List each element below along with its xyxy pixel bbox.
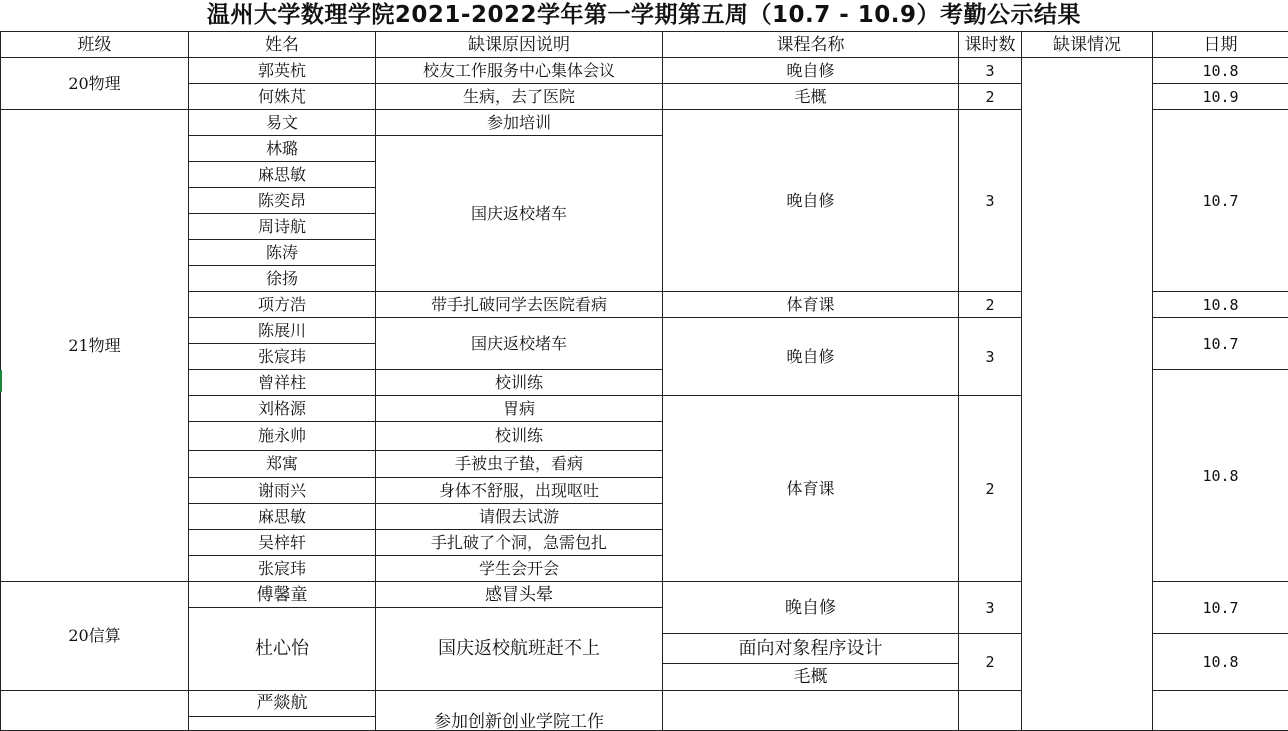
header-class[interactable]: 班级 [1,32,189,58]
reason-cell[interactable]: 校训练 [376,422,663,451]
name-cell[interactable]: 陈展川 [189,318,376,344]
date-cell[interactable]: 10.7 [1153,318,1288,370]
reason-cell[interactable]: 手被虫子蛰，看病 [376,451,663,478]
reason-cell[interactable]: 校友工作服务中心集体会议 [376,58,663,84]
row-marker [0,370,2,392]
name-cell[interactable]: 林璐 [189,136,376,162]
header-course[interactable]: 课程名称 [663,32,959,58]
name-cell[interactable]: 项方浩 [189,292,376,318]
name-cell[interactable]: 陈涛 [189,240,376,266]
date-cell[interactable]: 10.7 [1153,110,1288,292]
name-cell[interactable]: 杜心怡 [189,608,376,691]
name-cell[interactable]: 何姝芃 [189,84,376,110]
class-cell[interactable]: 20信算 [1,582,189,691]
date-cell[interactable]: 10.8 [1153,58,1288,84]
reason-cell[interactable]: 感冒头晕 [376,582,663,608]
course-cell[interactable]: 晚自修 [663,110,959,292]
reason-cell[interactable]: 手扎破了个洞，急需包扎 [376,530,663,556]
hours-cell[interactable]: 3 [959,110,1022,292]
header-status[interactable]: 缺课情况 [1022,32,1153,58]
table-row [1,58,1288,84]
hours-cell[interactable]: 3 [959,58,1022,84]
reason-cell[interactable]: 生病，去了医院 [376,84,663,110]
course-cell[interactable]: 晚自修 [663,582,959,634]
date-cell[interactable]: 10.8 [1153,370,1288,582]
class-cell[interactable]: 21物理 [1,110,189,582]
status-cell[interactable] [1022,58,1153,731]
header-date[interactable]: 日期 [1153,32,1288,58]
name-cell[interactable]: 麻思敏 [189,504,376,530]
name-cell[interactable]: 曾祥柱 [189,370,376,396]
name-cell[interactable]: 易文 [189,110,376,136]
date-cell[interactable]: 10.7 [1153,582,1288,634]
date-cell[interactable]: 10.8 [1153,634,1288,691]
name-cell[interactable]: 刘格源 [189,396,376,422]
course-split-cell [663,634,959,691]
header-reason[interactable]: 缺课原因说明 [376,32,663,58]
hours-cell[interactable]: 2 [959,84,1022,110]
course-cell[interactable]: 体育课 [663,396,959,582]
course-cell[interactable]: 面向对象程序设计 [663,634,958,664]
reason-cell[interactable]: 带手扎破同学去医院看病 [376,292,663,318]
reason-cell[interactable]: 参加培训 [376,110,663,136]
course-cell[interactable]: 毛概 [663,84,959,110]
sheet-title: 温州大学数理学院2021-2022学年第一学期第五周（10.7 - 10.9）考勤公示结果 [0,0,1288,31]
class-cell[interactable]: 20物理 [1,58,189,110]
hours-cell[interactable]: 3 [959,318,1022,396]
name-cell[interactable]: 郑寓 [189,451,376,478]
reason-cell[interactable]: 学生会开会 [376,556,663,582]
reason-cell[interactable]: 身体不舒服，出现呕吐 [376,478,663,504]
class-cell[interactable] [1,691,189,731]
name-cell[interactable]: 傅馨童 [189,582,376,608]
date-cell[interactable]: 10.9 [1153,84,1288,110]
date-cell[interactable]: 10.8 [1153,292,1288,318]
hours-cell[interactable]: 2 [959,292,1022,318]
header-name[interactable]: 姓名 [189,32,376,58]
name-cell[interactable]: 麻思敏 [189,162,376,188]
reason-cell[interactable]: 请假去试游 [376,504,663,530]
name-cell[interactable]: 张宸玮 [189,344,376,370]
reason-cell[interactable]: 国庆返校堵车 [376,136,663,292]
course-cell[interactable]: 体育课 [663,292,959,318]
reason-cell[interactable]: 参加创新创业学院工作 [376,691,663,731]
course-cell[interactable] [663,691,959,731]
reason-cell[interactable]: 国庆返校航班赶不上 [376,608,663,691]
reason-cell[interactable]: 国庆返校堵车 [376,318,663,370]
hours-cell[interactable]: 2 [959,634,1022,691]
name-cell[interactable]: 张宸玮 [189,556,376,582]
name-cell[interactable]: 陈奕昂 [189,188,376,214]
name-cell[interactable]: 郭英杭 [189,58,376,84]
hours-cell[interactable] [959,691,1022,731]
course-cell[interactable]: 晚自修 [663,318,959,396]
name-cell[interactable]: 严燚航 [189,691,375,717]
course-cell[interactable]: 毛概 [663,664,958,690]
header-row [1,32,1288,58]
name-cell[interactable]: 谢雨兴 [189,478,376,504]
name-cell[interactable]: 徐扬 [189,266,376,292]
course-cell[interactable]: 晚自修 [663,58,959,84]
reason-cell[interactable]: 胃病 [376,396,663,422]
reason-cell[interactable]: 校训练 [376,370,663,396]
hours-cell[interactable]: 2 [959,396,1022,582]
hours-cell[interactable]: 3 [959,582,1022,634]
name-cell[interactable]: 周诗航 [189,214,376,240]
name-cell-group [189,691,376,731]
date-cell[interactable] [1153,691,1288,731]
attendance-table [0,31,1288,731]
header-hours[interactable]: 课时数 [959,32,1022,58]
name-cell[interactable]: 施永帅 [189,422,376,451]
name-cell[interactable]: 吴梓轩 [189,530,376,556]
